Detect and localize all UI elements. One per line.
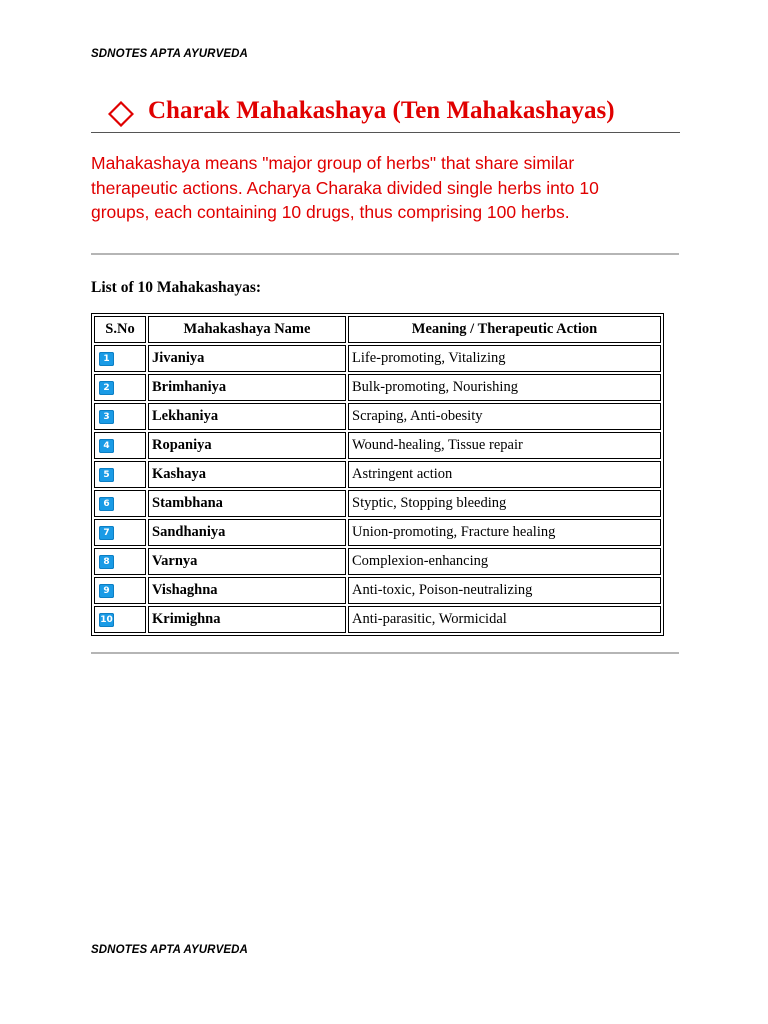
meaning-cell: Styptic, Stopping bleeding: [348, 490, 661, 517]
meaning-cell: Union-promoting, Fracture healing: [348, 519, 661, 546]
table-row: [94, 490, 661, 517]
name-cell: Vishaghna: [148, 577, 346, 604]
sno-cell: [94, 345, 146, 372]
table-row: [94, 548, 661, 575]
meaning-cell: Astringent action: [348, 461, 661, 488]
table-header-row: [94, 316, 661, 343]
number-badge-icon: 7: [99, 526, 114, 540]
table-row: [94, 345, 661, 372]
sno-cell: [94, 374, 146, 401]
name-cell: Varnya: [148, 548, 346, 575]
sno-cell: [94, 606, 146, 633]
meaning-cell: Bulk-promoting, Nourishing: [348, 374, 661, 401]
column-header-name: Mahakashaya Name: [148, 316, 346, 343]
number-badge-icon: 8: [99, 555, 114, 569]
name-cell: Lekhaniya: [148, 403, 346, 430]
mahakashaya-table: [91, 313, 664, 636]
intro-line: Mahakashaya means "major group of herbs" that share similar: [91, 153, 575, 173]
number-badge-icon: 3: [99, 410, 114, 424]
number-badge-icon: 2: [99, 381, 114, 395]
number-badge-icon: 1: [99, 352, 114, 366]
meaning-cell: Anti-parasitic, Wormicidal: [348, 606, 661, 633]
meaning-cell: Scraping, Anti-obesity: [348, 403, 661, 430]
sno-cell: [94, 403, 146, 430]
page-footer: SDNOTES APTA AYURVEDA: [91, 944, 248, 956]
intro-line: therapeutic actions. Acharya Charaka divided single herbs into 10: [91, 177, 599, 198]
number-badge-icon: 5: [99, 468, 114, 482]
name-cell: Stambhana: [148, 490, 346, 517]
name-cell: Jivaniya: [148, 345, 346, 372]
name-cell: Krimighna: [148, 606, 346, 633]
column-header-sno: S.No: [94, 316, 146, 343]
intro-line: groups, each containing 10 drugs, thus comprising 100 herbs.: [91, 202, 570, 222]
table-row: [94, 577, 661, 604]
horizontal-divider: [91, 652, 679, 654]
table-row: [94, 461, 661, 488]
number-badge-icon: 6: [99, 497, 114, 511]
table-row: [94, 519, 661, 546]
number-badge-icon: 4: [99, 439, 114, 453]
name-cell: Sandhaniya: [148, 519, 346, 546]
page-header: SDNOTES APTA AYURVEDA: [91, 48, 248, 60]
intro-paragraph: [91, 151, 651, 225]
table-row: [94, 606, 661, 633]
sno-cell: [94, 548, 146, 575]
title-block: [91, 96, 680, 133]
table-row: [94, 403, 661, 430]
list-heading: List of 10 Mahakashayas:: [91, 279, 262, 296]
meaning-cell: Wound-healing, Tissue repair: [348, 432, 661, 459]
column-header-meaning: Meaning / Therapeutic Action: [348, 316, 661, 343]
number-badge-icon: 10: [100, 614, 113, 625]
name-cell: Kashaya: [148, 461, 346, 488]
sno-cell: [94, 490, 146, 517]
meaning-cell: Anti-toxic, Poison-neutralizing: [348, 577, 661, 604]
page-title: Charak Mahakashaya (Ten Mahakashayas): [148, 97, 615, 124]
sno-cell: [94, 461, 146, 488]
name-cell: Brimhaniya: [148, 374, 346, 401]
sno-cell: [94, 577, 146, 604]
meaning-cell: Complexion-enhancing: [348, 548, 661, 575]
horizontal-divider: [91, 253, 679, 255]
sno-cell: [94, 432, 146, 459]
number-badge-icon: 9: [99, 584, 114, 598]
table-row: [94, 374, 661, 401]
name-cell: Ropaniya: [148, 432, 346, 459]
diamond-icon: [108, 101, 134, 127]
meaning-cell: Life-promoting, Vitalizing: [348, 345, 661, 372]
sno-cell: [94, 519, 146, 546]
table-row: [94, 432, 661, 459]
